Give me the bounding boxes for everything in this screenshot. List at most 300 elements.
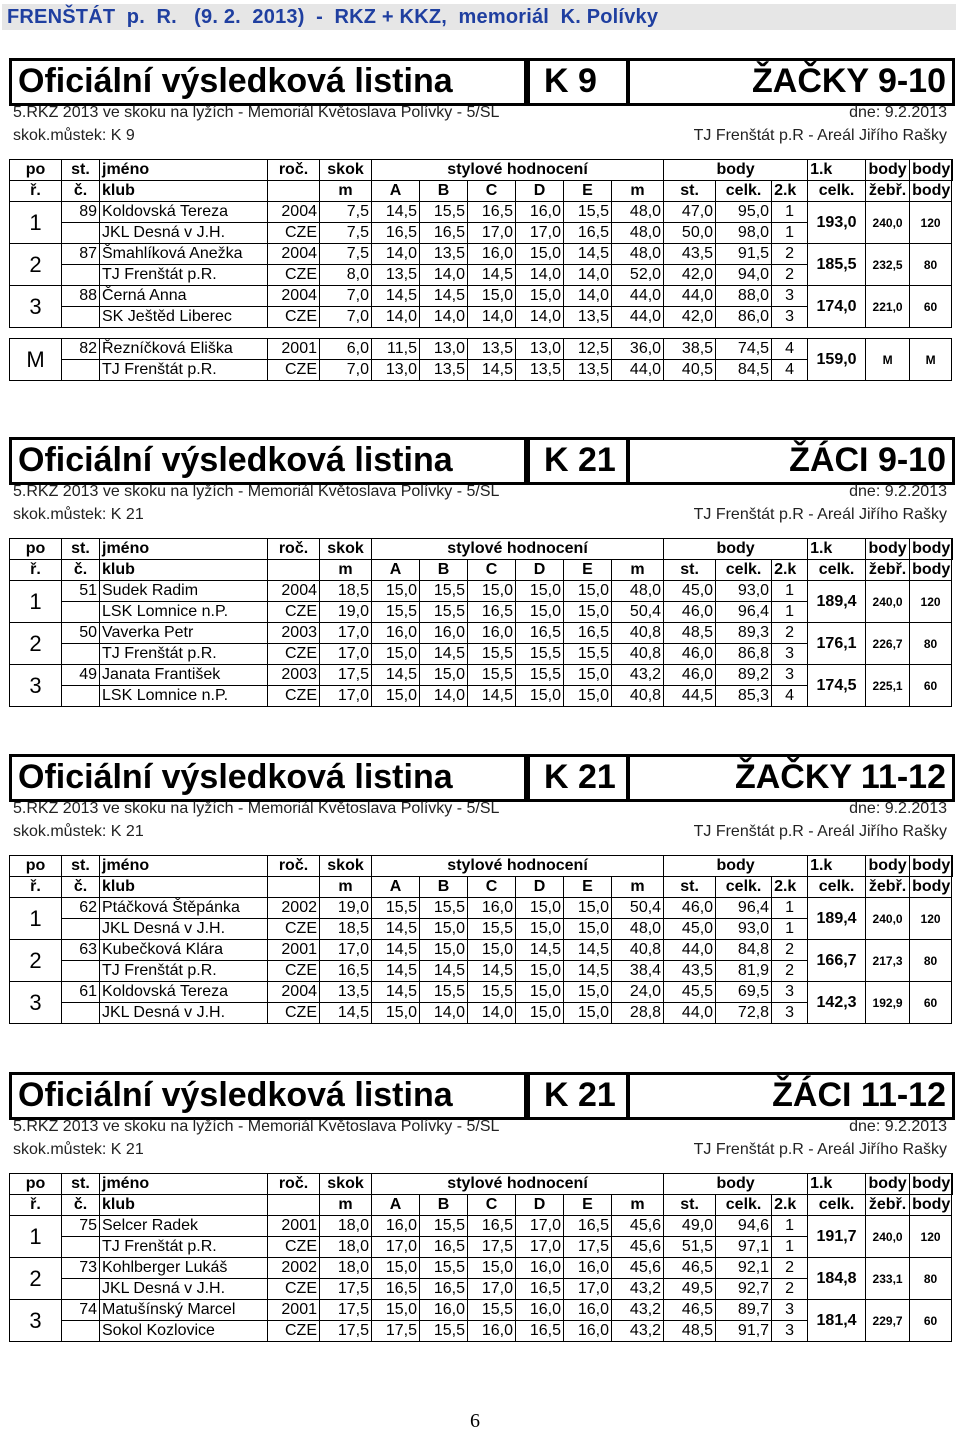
birth-year: 2003 [268, 665, 320, 686]
score-cell: 15,0 [420, 940, 468, 961]
score-cell: 17,0 [320, 940, 372, 961]
competitor-name: Koldovská Tereza [100, 982, 268, 1003]
score-cell: 1 [772, 1237, 808, 1258]
score-cell: 17,5 [372, 1321, 420, 1342]
column-header: žebř. [866, 1195, 910, 1216]
score-cell: 8,0 [320, 265, 372, 286]
score-cell: 3 [772, 286, 808, 307]
score-cell: 17,0 [516, 1216, 564, 1237]
club-name: TJ Frenštát p.R. [100, 644, 268, 665]
column-header: m [612, 560, 664, 581]
table-row [10, 202, 953, 223]
score-cell: 15,5 [516, 665, 564, 686]
column-header: celk. [716, 560, 772, 581]
score-cell: 15,0 [372, 644, 420, 665]
column-header: 2.k [772, 560, 808, 581]
score-cell: 16,0 [468, 623, 516, 644]
score-cell: 1 [772, 898, 808, 919]
nationality: CZE [268, 1321, 320, 1342]
cup-points: 120 [910, 581, 952, 623]
score-cell: 48,0 [612, 919, 664, 940]
hill-code-box [527, 754, 629, 802]
column-header: klub [100, 560, 268, 581]
nationality: CZE [268, 686, 320, 707]
competitor-name: Sudek Radim [100, 581, 268, 602]
score-cell: 14,0 [420, 265, 468, 286]
score-cell: 48,0 [612, 244, 664, 265]
page-header-bar [2, 4, 956, 30]
score-cell: 1 [772, 919, 808, 940]
column-header: jméno [100, 160, 268, 181]
score-cell: 13,5 [468, 339, 516, 360]
column-header: žebř. [866, 181, 910, 202]
column-header [952, 160, 953, 181]
birth-year: 2003 [268, 623, 320, 644]
score-cell: 15,5 [468, 665, 516, 686]
score-cell: 18,5 [320, 919, 372, 940]
club-name: TJ Frenštát p.R. [100, 1237, 268, 1258]
score-cell: 13,5 [320, 982, 372, 1003]
score-cell: 15,0 [516, 1003, 564, 1024]
score-cell: 14,0 [372, 307, 420, 328]
score-cell: 15,0 [564, 1003, 612, 1024]
score-cell: 15,0 [564, 686, 612, 707]
score-cell: 16,0 [516, 202, 564, 223]
hill-label: skok.můstek: K 21 [13, 823, 144, 840]
column-header: E [564, 1195, 612, 1216]
bib-number: 87 [62, 244, 100, 265]
column-header: m [612, 877, 664, 898]
score-cell: 45,6 [612, 1216, 664, 1237]
score-cell: 1 [772, 1216, 808, 1237]
column-header: klub [100, 877, 268, 898]
score-cell: 15,5 [468, 1300, 516, 1321]
score-cell: 14,5 [468, 961, 516, 982]
score-cell: 15,0 [516, 982, 564, 1003]
score-cell: 14,5 [372, 919, 420, 940]
column-header: body [910, 856, 952, 877]
score-cell: 15,5 [420, 1321, 468, 1342]
column-header: č. [62, 560, 100, 581]
score-cell: 17,5 [468, 1237, 516, 1258]
total-points: 184,8 [808, 1258, 866, 1300]
score-cell: 44,0 [612, 360, 664, 381]
column-header: žebř. [866, 877, 910, 898]
score-cell: 15,5 [420, 602, 468, 623]
cup-points: 120 [910, 202, 952, 244]
score-cell: 14,5 [420, 644, 468, 665]
ladder-points: 240,0 [866, 581, 910, 623]
club-name: JKL Desná v J.H. [100, 1003, 268, 1024]
hill-label: skok.můstek: K 21 [13, 506, 144, 523]
venue: TJ Frenštát p.R - Areál Jiřího Rašky [693, 506, 947, 523]
competitor-name: Kubečková Klára [100, 940, 268, 961]
birth-year: 2004 [268, 982, 320, 1003]
competitor-name: Matušínský Marcel [100, 1300, 268, 1321]
score-cell: 13,5 [516, 360, 564, 381]
score-cell: 49,5 [664, 1279, 716, 1300]
score-cell: 15,0 [516, 961, 564, 982]
bib-empty [62, 223, 100, 244]
table-row [10, 940, 953, 961]
score-cell: 7,0 [320, 360, 372, 381]
score-cell: 43,2 [612, 1300, 664, 1321]
nationality: CZE [268, 1003, 320, 1024]
place: 3 [10, 982, 62, 1024]
list-title: Oficiální výsledková listina [18, 758, 453, 796]
column-header: č. [62, 877, 100, 898]
column-header: ř. [10, 1195, 62, 1216]
score-cell: 15,5 [372, 602, 420, 623]
score-cell: 15,5 [468, 919, 516, 940]
column-header: po [10, 1174, 62, 1195]
cup-points: 120 [910, 1216, 952, 1258]
nationality: CZE [268, 307, 320, 328]
birth-year: 2001 [268, 940, 320, 961]
table-header-row [10, 856, 953, 877]
score-cell: 45,6 [612, 1237, 664, 1258]
column-header: body [910, 539, 952, 560]
category-title-box [627, 1072, 955, 1120]
score-cell: 43,2 [612, 1279, 664, 1300]
column-header: st. [62, 1174, 100, 1195]
score-cell: 48,0 [612, 223, 664, 244]
score-cell: 15,0 [516, 686, 564, 707]
score-cell: 69,5 [716, 982, 772, 1003]
column-header [952, 856, 953, 877]
score-cell: 15,0 [468, 940, 516, 961]
table-header-row [10, 1174, 953, 1195]
section-header [9, 1072, 953, 1118]
nationality: CZE [268, 265, 320, 286]
score-cell: 3 [772, 307, 808, 328]
bib-empty [62, 1003, 100, 1024]
score-cell: 15,5 [468, 644, 516, 665]
birth-year: 2002 [268, 1258, 320, 1279]
column-header: body [664, 160, 808, 181]
table-row [10, 339, 953, 360]
event-name: 5.RKZ 2013 ve skoku na lyžích - Memoriál Květoslava Polívky - 5/SL [13, 800, 500, 817]
bib-empty [62, 265, 100, 286]
bib-number: 82 [62, 339, 100, 360]
ladder-points: 221,0 [866, 286, 910, 328]
score-cell: 15,5 [372, 898, 420, 919]
bib-empty [62, 686, 100, 707]
score-cell: 40,8 [612, 686, 664, 707]
score-cell: 50,4 [612, 898, 664, 919]
score-cell: 17,0 [516, 223, 564, 244]
score-cell: 15,0 [564, 665, 612, 686]
nationality: CZE [268, 644, 320, 665]
score-cell: 4 [772, 686, 808, 707]
score-cell: 17,0 [320, 686, 372, 707]
score-cell: 17,0 [516, 1237, 564, 1258]
column-header: body [866, 160, 910, 181]
results-table [9, 159, 953, 381]
score-cell: 40,5 [664, 360, 716, 381]
score-cell: 16,5 [564, 1216, 612, 1237]
place: 3 [10, 665, 62, 707]
column-header: B [420, 877, 468, 898]
score-cell: 3 [772, 1003, 808, 1024]
nationality: CZE [268, 360, 320, 381]
score-cell: 49,0 [664, 1216, 716, 1237]
column-header: C [468, 181, 516, 202]
score-cell: 14,5 [468, 265, 516, 286]
category-title-box [627, 58, 955, 106]
ladder-points: 226,7 [866, 623, 910, 665]
list-title: Oficiální výsledková listina [18, 441, 453, 479]
place: 2 [10, 623, 62, 665]
event-date: dne: 9.2.2013 [849, 1118, 947, 1135]
score-cell: 84,8 [716, 940, 772, 961]
table-row [10, 1300, 953, 1321]
club-name: JKL Desná v J.H. [100, 1279, 268, 1300]
score-cell: 2 [772, 961, 808, 982]
score-cell: 15,0 [516, 286, 564, 307]
column-header: celk. [808, 877, 866, 898]
score-cell: 1 [772, 581, 808, 602]
ladder-points: 240,0 [866, 202, 910, 244]
score-cell: 7,0 [320, 307, 372, 328]
club-name: TJ Frenštát p.R. [100, 265, 268, 286]
bib-empty [62, 961, 100, 982]
cup-points: 60 [910, 286, 952, 328]
column-header: D [516, 877, 564, 898]
score-cell: 85,3 [716, 686, 772, 707]
score-cell: 14,5 [372, 961, 420, 982]
club-name: JKL Desná v J.H. [100, 223, 268, 244]
score-cell: 15,0 [468, 1258, 516, 1279]
column-header: body [866, 856, 910, 877]
score-cell: 45,5 [664, 982, 716, 1003]
score-cell: 17,0 [320, 644, 372, 665]
page-title: FRENŠTÁT p. R. (9. 2. 2013) - RKZ + KKZ, memoriál K. Polívky [7, 6, 659, 28]
table-row [10, 982, 953, 1003]
score-cell: 44,0 [664, 940, 716, 961]
score-cell: 2 [772, 623, 808, 644]
column-header: E [564, 181, 612, 202]
score-cell: 14,5 [516, 940, 564, 961]
column-header: 1.k [808, 160, 866, 181]
score-cell: 42,0 [664, 265, 716, 286]
column-header: m [320, 877, 372, 898]
score-cell: 3 [772, 1300, 808, 1321]
score-cell: 13,0 [420, 339, 468, 360]
total-points: 193,0 [808, 202, 866, 244]
table-row [10, 898, 953, 919]
score-cell: 2 [772, 265, 808, 286]
score-cell: 16,0 [516, 1300, 564, 1321]
list-title-box [9, 754, 527, 802]
birth-year: 2004 [268, 286, 320, 307]
column-header: po [10, 856, 62, 877]
score-cell: 16,5 [420, 1237, 468, 1258]
score-cell: 15,5 [420, 1216, 468, 1237]
table-row [10, 581, 953, 602]
score-cell: 16,0 [372, 623, 420, 644]
score-cell: 94,0 [716, 265, 772, 286]
competitor-name: Ptáčková Štěpánka [100, 898, 268, 919]
place: M [10, 339, 62, 381]
table-header-row [10, 160, 953, 181]
competitor-name: Řezníčková Eliška [100, 339, 268, 360]
bib-number: 63 [62, 940, 100, 961]
score-cell: 13,0 [516, 339, 564, 360]
score-cell: 46,0 [664, 665, 716, 686]
score-cell: 16,5 [420, 1279, 468, 1300]
cup-points: 80 [910, 244, 952, 286]
column-header: st. [664, 877, 716, 898]
score-cell: 16,0 [564, 1321, 612, 1342]
bib-empty [62, 1279, 100, 1300]
nationality: CZE [268, 919, 320, 940]
score-cell: 43,5 [664, 961, 716, 982]
score-cell: 17,0 [468, 1279, 516, 1300]
score-cell: 15,0 [516, 919, 564, 940]
competitor-name: Koldovská Tereza [100, 202, 268, 223]
bib-number: 51 [62, 581, 100, 602]
place: 3 [10, 1300, 62, 1342]
score-cell: 13,0 [372, 360, 420, 381]
column-header [952, 1174, 953, 1195]
score-cell: 48,0 [612, 581, 664, 602]
results-table [9, 855, 953, 1024]
score-cell: 15,0 [564, 602, 612, 623]
score-cell: 14,5 [468, 360, 516, 381]
column-header: body [910, 181, 952, 202]
column-header: A [372, 1195, 420, 1216]
score-cell: 17,5 [320, 1300, 372, 1321]
score-cell: 45,6 [612, 1258, 664, 1279]
ladder-points: 232,5 [866, 244, 910, 286]
score-cell: 94,6 [716, 1216, 772, 1237]
score-cell: 15,0 [372, 686, 420, 707]
category-title-box [627, 754, 955, 802]
column-header [268, 181, 320, 202]
score-cell: 7,0 [320, 286, 372, 307]
score-cell: 13,5 [372, 265, 420, 286]
score-cell: 16,0 [516, 1258, 564, 1279]
bib-empty [62, 1321, 100, 1342]
score-cell: 89,2 [716, 665, 772, 686]
score-cell: 15,5 [420, 898, 468, 919]
bib-number: 75 [62, 1216, 100, 1237]
nationality: CZE [268, 1237, 320, 1258]
column-header: stylové hodnocení [372, 856, 664, 877]
score-cell: 95,0 [716, 202, 772, 223]
column-header: st. [62, 539, 100, 560]
column-header: m [320, 1195, 372, 1216]
score-cell: 15,5 [420, 1258, 468, 1279]
list-title: Oficiální výsledková listina [18, 1076, 453, 1114]
column-header: C [468, 877, 516, 898]
score-cell: 24,0 [612, 982, 664, 1003]
score-cell: 17,5 [320, 665, 372, 686]
bib-empty [62, 919, 100, 940]
score-cell: 38,5 [664, 339, 716, 360]
bib-number: 74 [62, 1300, 100, 1321]
column-header: B [420, 181, 468, 202]
category-title: ŽAČKY 9-10 [752, 62, 946, 100]
nationality: CZE [268, 1279, 320, 1300]
score-cell: 14,5 [372, 940, 420, 961]
ladder-points: 240,0 [866, 898, 910, 940]
score-cell: 14,5 [564, 244, 612, 265]
column-header: A [372, 560, 420, 581]
score-cell: 15,0 [516, 581, 564, 602]
score-cell: 92,1 [716, 1258, 772, 1279]
score-cell: 46,0 [664, 898, 716, 919]
club-name: TJ Frenštát p.R. [100, 360, 268, 381]
score-cell: 18,0 [320, 1258, 372, 1279]
score-cell: 14,5 [420, 286, 468, 307]
hill-code: K 21 [544, 441, 616, 479]
table-row [10, 623, 953, 644]
score-cell: 17,0 [468, 223, 516, 244]
venue: TJ Frenštát p.R - Areál Jiřího Rašky [693, 127, 947, 144]
ladder-points: M [866, 339, 910, 381]
score-cell: 3 [772, 665, 808, 686]
score-cell: 2 [772, 1258, 808, 1279]
score-cell: 14,0 [564, 286, 612, 307]
club-name: TJ Frenštát p.R. [100, 961, 268, 982]
score-cell: 15,0 [372, 1003, 420, 1024]
score-cell: 46,0 [664, 644, 716, 665]
score-cell: 46,0 [664, 602, 716, 623]
score-cell: 47,0 [664, 202, 716, 223]
bib-number: 89 [62, 202, 100, 223]
column-header: ř. [10, 877, 62, 898]
score-cell: 16,5 [516, 623, 564, 644]
score-cell: 7,5 [320, 202, 372, 223]
list-title-box [9, 1072, 527, 1120]
ladder-points: 192,9 [866, 982, 910, 1024]
score-cell: 18,0 [320, 1237, 372, 1258]
score-cell: 15,0 [372, 1258, 420, 1279]
score-cell: 16,0 [564, 1300, 612, 1321]
column-header: jméno [100, 856, 268, 877]
score-cell: 17,0 [320, 623, 372, 644]
cup-points: 60 [910, 665, 952, 707]
score-cell: 14,0 [468, 1003, 516, 1024]
score-cell: 40,8 [612, 644, 664, 665]
category-title: ŽAČKY 11-12 [734, 758, 946, 796]
ladder-points: 233,1 [866, 1258, 910, 1300]
score-cell: 84,5 [716, 360, 772, 381]
column-header: ř. [10, 181, 62, 202]
score-cell: 15,5 [564, 202, 612, 223]
score-cell: 3 [772, 1321, 808, 1342]
table-row [10, 665, 953, 686]
table-header-row [10, 877, 953, 898]
score-cell: 16,0 [372, 1216, 420, 1237]
birth-year: 2001 [268, 1216, 320, 1237]
hill-code-box [527, 58, 629, 106]
column-header [952, 539, 953, 560]
score-cell: 16,5 [468, 202, 516, 223]
column-header [268, 877, 320, 898]
score-cell: 15,0 [468, 286, 516, 307]
cup-points: 60 [910, 1300, 952, 1342]
score-cell: 91,5 [716, 244, 772, 265]
column-header: body [866, 539, 910, 560]
column-header: body [910, 1174, 952, 1195]
column-header: st. [664, 181, 716, 202]
score-cell: 15,5 [420, 202, 468, 223]
category-title: ŽÁCI 11-12 [772, 1076, 946, 1114]
column-header: celk. [716, 1195, 772, 1216]
